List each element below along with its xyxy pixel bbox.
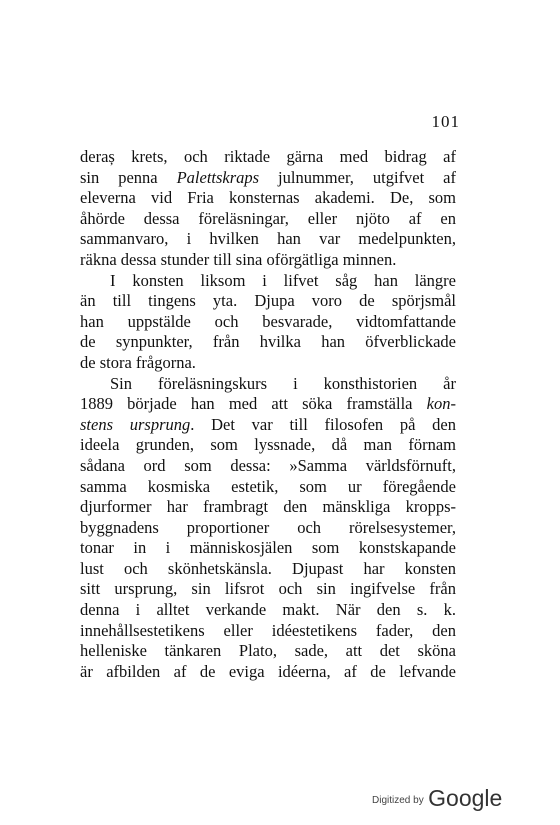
italic-segment: kon-: [426, 394, 456, 414]
text-line: sitt ursprung, sin lifsrot och sin ingifvelse från: [80, 579, 456, 599]
digitized-by-label: Digitized by: [372, 795, 424, 806]
text-line: tonar in i människosjälen som konstskapande: [80, 538, 456, 558]
text-line: I konsten liksom i lifvet såg han längre: [110, 270, 456, 290]
italic-segment: stens ursprung: [80, 414, 191, 434]
text-line: åhörde dessa föreläsningar, eller njöto af en: [80, 208, 456, 228]
text-line: än till tingens yta. Djupa voro de spörjsmål: [80, 291, 456, 311]
text-line: [80, 168, 456, 189]
google-logo: Google: [428, 785, 503, 811]
text-line: de synpunkter, från hvilka han öfverblickade: [80, 332, 456, 352]
text-line: lust och skönhetskänsla. Djupast har konsten: [80, 558, 456, 578]
text-line: helleniske tänkaren Plato, sade, att det sköna: [80, 641, 456, 661]
text-line: sammanvaro, i hvilken han var medelpunkten,: [80, 229, 456, 249]
text-line: Sin föreläsningskurs i konsthistorien år: [110, 373, 456, 393]
text-segment: sin penna: [80, 167, 177, 187]
text-segment: julnummer, utgifvet af: [259, 167, 456, 187]
text-line: sådana ord som dessa: »Samma världsförnuft,: [80, 455, 456, 475]
text-line: denna i alltet verkande makt. När den s. k.: [80, 600, 456, 620]
digitized-by-google-watermark: [372, 785, 502, 812]
text-line: [80, 415, 456, 436]
text-line: han uppstälde och besvarade, vidtomfattande: [80, 311, 456, 331]
page-number: 101: [431, 112, 460, 131]
text-line: eleverna vid Fria konsternas akademi. De, som: [80, 188, 456, 208]
text-line: de stora frågorna.: [80, 352, 196, 372]
text-line: [80, 394, 456, 415]
text-line: räkna dessa stunder till sina oförgätliga minnen.: [80, 249, 397, 269]
text-line: samma kosmiska estetik, som ur föregående: [80, 476, 456, 496]
text-line: djurformer har frambragt den mänskliga kropps-: [80, 497, 456, 517]
text-line: är afbilden af de eviga idéerna, af de lefvande: [80, 661, 456, 681]
text-line: deraș krets, och riktade gärna med bidrag af: [80, 147, 456, 166]
text-line: ideela grunden, som lyssnade, då man förnam: [80, 435, 456, 455]
text-segment: 1889 började han med att söka framställa: [80, 394, 427, 414]
text-line: innehållsestetikens eller idéestetikens fader, den: [80, 620, 456, 640]
body-text: [80, 147, 456, 682]
italic-segment: Palettskraps: [176, 167, 260, 187]
text-line: byggnadens proportioner och rörelsesystemer,: [80, 517, 456, 537]
text-segment: . Det var till filosofen på den: [190, 414, 457, 434]
